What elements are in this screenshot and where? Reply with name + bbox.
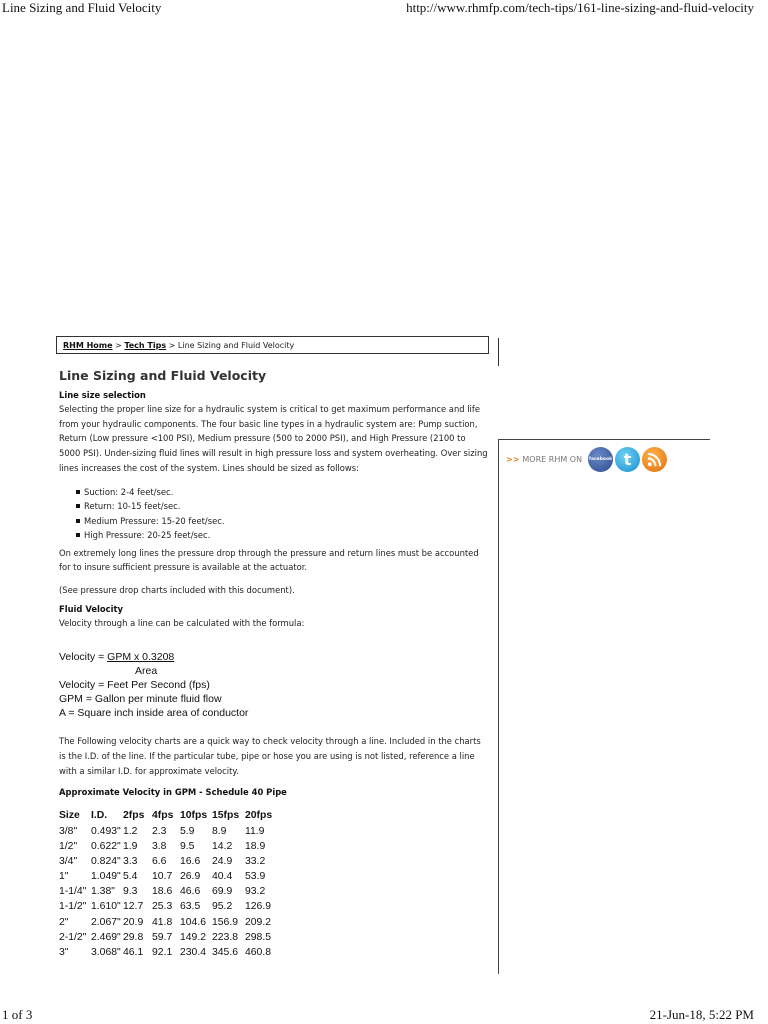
velocity-formula bbox=[59, 650, 489, 720]
table-cell: 63.5 bbox=[180, 901, 201, 913]
formula-line bbox=[59, 650, 489, 664]
table-cell: 126.9 bbox=[245, 901, 272, 913]
table-row bbox=[59, 915, 281, 930]
table-cell: 209.2 bbox=[245, 916, 272, 928]
list-item bbox=[59, 499, 489, 514]
breadcrumb-separator: > bbox=[112, 341, 125, 350]
table-cell: 3/8" bbox=[59, 825, 78, 837]
table-cell: 33.2 bbox=[245, 855, 266, 867]
table-cell: 59.7 bbox=[152, 931, 173, 943]
breadcrumb-tech-tips-link[interactable]: Tech Tips bbox=[124, 341, 167, 350]
social-links bbox=[506, 446, 669, 472]
breadcrumb-home-link[interactable]: RHM Home bbox=[63, 341, 113, 350]
paragraph: On extremely long lines the pressure drop through the pressure and return lines must be accounted for to insure sufficient pressure is available at the actuator. bbox=[59, 547, 479, 573]
paragraph: Selecting the proper line size for a hydraulic system is critical to get maximum performance and life from your hydraulic components. The four basic line types in a hydraulic system are: Pump suction, Return (Low pressure <100 PSI), Medium pressure (500 to 2000 PSI), and High Pressure (2100 to 5000 PSI). Under-sizing fluid lines will result in high pressure loss and system overheating. Over sizing lines increases the cost of the system. Lines should be sized as follows: bbox=[59, 404, 488, 473]
formula-numerator: GPM x 0.3208 bbox=[107, 651, 175, 664]
table-cell: 3" bbox=[59, 947, 69, 959]
sidebar-divider bbox=[498, 439, 710, 440]
column-header: 4fps bbox=[152, 809, 174, 821]
twitter-icon[interactable] bbox=[615, 447, 640, 472]
print-header-title: Line Sizing and Fluid Velocity bbox=[2, 0, 162, 15]
list-item-text: Return: 10-15 feet/sec. bbox=[84, 501, 181, 512]
article bbox=[59, 366, 489, 960]
column-header: 20fps bbox=[245, 809, 273, 821]
table-cell: 1" bbox=[59, 871, 69, 883]
table-heading: Approximate Velocity in GPM - Schedule 40 Pipe bbox=[59, 787, 287, 798]
table-cell: 6.6 bbox=[152, 855, 167, 867]
table-row bbox=[59, 823, 281, 838]
print-header-url: http://www.rhmfp.com/tech-tips/161-line-sizing-and-fluid-velocity bbox=[406, 0, 754, 15]
table-cell: 25.3 bbox=[152, 901, 173, 913]
table-cell: 16.6 bbox=[180, 855, 201, 867]
table-cell: 40.4 bbox=[212, 871, 233, 883]
list-item-text: High Pressure: 20-25 feet/sec. bbox=[84, 530, 211, 541]
social-label-text: MORE RHM ON bbox=[522, 454, 583, 464]
table-cell: 18.6 bbox=[152, 886, 173, 898]
table-cell: 1-1/4" bbox=[59, 886, 87, 898]
column-divider bbox=[498, 440, 499, 974]
table-row bbox=[59, 930, 281, 945]
paragraph: The Following velocity charts are a quick way to check velocity through a line. Included in the charts is the I.D. of the line. If the particular tube, pipe or hose you are using is not listed, reference a line with a similar I.D. for approximate velocity. bbox=[59, 736, 481, 776]
table-cell: 298.5 bbox=[245, 931, 272, 943]
table-cell: 1.610" bbox=[91, 901, 121, 913]
table-cell: 14.2 bbox=[212, 840, 233, 852]
print-footer-date: 21-Jun-18, 5:22 PM bbox=[649, 1007, 754, 1022]
table-cell: 41.8 bbox=[152, 916, 173, 928]
formula-definition: GPM = Gallon per minute fluid flow bbox=[59, 693, 222, 706]
table-cell: 223.8 bbox=[212, 931, 239, 943]
formula-definition: A = Square inch inside area of conductor bbox=[59, 707, 249, 720]
formula-definition: Velocity = Feet Per Second (fps) bbox=[59, 679, 210, 692]
table-cell: 11.9 bbox=[245, 825, 265, 837]
table-cell: 5.4 bbox=[123, 871, 138, 883]
list-item bbox=[59, 528, 489, 543]
table-cell: 1-1/2" bbox=[59, 901, 87, 913]
social-label bbox=[506, 455, 582, 464]
table-cell: 1.38" bbox=[91, 886, 115, 898]
table-cell: 1.049" bbox=[91, 871, 121, 883]
breadcrumb-separator: > bbox=[166, 341, 178, 350]
table-cell: 3.3 bbox=[123, 855, 138, 867]
table-cell: 8.9 bbox=[212, 825, 227, 837]
table-body bbox=[59, 823, 281, 960]
paragraph: Velocity through a line can be calculated with the formula: bbox=[59, 617, 305, 628]
bullet-list bbox=[59, 485, 489, 543]
column-header: 15fps bbox=[212, 809, 240, 821]
column-header: Size bbox=[59, 809, 80, 821]
table-cell: 92.1 bbox=[152, 947, 173, 959]
table-cell: 9.5 bbox=[180, 840, 195, 852]
table-cell: 10.7 bbox=[152, 871, 173, 883]
column-divider bbox=[498, 338, 499, 366]
table-cell: 12.7 bbox=[123, 901, 144, 913]
table-cell: 0.493" bbox=[91, 825, 121, 837]
table-cell: 24.9 bbox=[212, 855, 233, 867]
table-cell: 3/4" bbox=[59, 855, 78, 867]
table-cell: 69.9 bbox=[212, 886, 233, 898]
rss-glyph bbox=[647, 452, 662, 467]
table-cell: 93.2 bbox=[245, 886, 266, 898]
table-cell: 149.2 bbox=[180, 931, 207, 943]
table-cell: 345.6 bbox=[212, 947, 239, 959]
table-cell: 0.824" bbox=[91, 855, 121, 867]
breadcrumb bbox=[56, 336, 489, 354]
section-heading: Fluid Velocity bbox=[59, 603, 123, 614]
table-cell: 46.6 bbox=[180, 886, 201, 898]
table-cell: 156.9 bbox=[212, 916, 239, 928]
facebook-icon-text: facebook bbox=[589, 456, 613, 462]
table-cell: 460.8 bbox=[245, 947, 272, 959]
rss-icon[interactable] bbox=[642, 447, 667, 472]
table-cell: 18.9 bbox=[245, 840, 266, 852]
table-row bbox=[59, 884, 281, 899]
velocity-table bbox=[59, 807, 281, 960]
list-item-text: Medium Pressure: 15-20 feet/sec. bbox=[84, 515, 225, 526]
formula-denominator: Area bbox=[135, 665, 158, 678]
table-cell: 5.9 bbox=[180, 825, 195, 837]
table-cell: 2.3 bbox=[152, 825, 167, 837]
list-item bbox=[59, 485, 489, 500]
table-row bbox=[59, 854, 281, 869]
table-cell: 1.2 bbox=[123, 825, 138, 837]
page-title: Line Sizing and Fluid Velocity bbox=[59, 368, 267, 383]
print-footer-page: 1 of 3 bbox=[2, 1007, 33, 1022]
table-cell: 95.2 bbox=[212, 901, 233, 913]
table-cell: 0.622" bbox=[91, 840, 121, 852]
table-cell: 1.9 bbox=[123, 840, 138, 852]
table-cell: 230.4 bbox=[180, 947, 207, 959]
breadcrumb-current: Line Sizing and Fluid Velocity bbox=[177, 341, 295, 350]
table-cell: 2.067" bbox=[91, 916, 121, 928]
table-cell: 20.9 bbox=[123, 916, 144, 928]
formula-lhs: Velocity = bbox=[59, 651, 108, 664]
column-header: 10fps bbox=[180, 809, 208, 821]
table-cell: 53.9 bbox=[245, 871, 266, 883]
arrows-icon: >> bbox=[506, 454, 520, 464]
twitter-icon-text: t bbox=[623, 449, 632, 469]
table-cell: 3.068" bbox=[91, 947, 121, 959]
table-cell: 26.9 bbox=[180, 871, 201, 883]
table-cell: 9.3 bbox=[123, 886, 138, 898]
list-item bbox=[59, 514, 489, 529]
table-cell: 1/2" bbox=[59, 840, 78, 852]
paragraph: (See pressure drop charts included with this document). bbox=[59, 584, 295, 595]
table-cell: 3.8 bbox=[152, 840, 167, 852]
table-cell: 29.8 bbox=[123, 931, 144, 943]
table-cell: 2-1/2" bbox=[59, 931, 87, 943]
table-cell: 46.1 bbox=[123, 947, 144, 959]
table-cell: 104.6 bbox=[180, 916, 207, 928]
table-cell: 2.469" bbox=[91, 931, 121, 943]
table-row bbox=[59, 839, 281, 854]
table-row bbox=[59, 945, 281, 960]
table-row bbox=[59, 869, 281, 884]
section-heading: Line size selection bbox=[59, 390, 146, 400]
table-row bbox=[59, 899, 281, 914]
list-item-text: Suction: 2-4 feet/sec. bbox=[84, 486, 174, 497]
table-header-row bbox=[59, 807, 281, 823]
column-header: I.D. bbox=[91, 809, 108, 821]
column-header: 2fps bbox=[123, 809, 145, 821]
table-cell: 2" bbox=[59, 916, 69, 928]
facebook-icon[interactable] bbox=[588, 447, 613, 472]
